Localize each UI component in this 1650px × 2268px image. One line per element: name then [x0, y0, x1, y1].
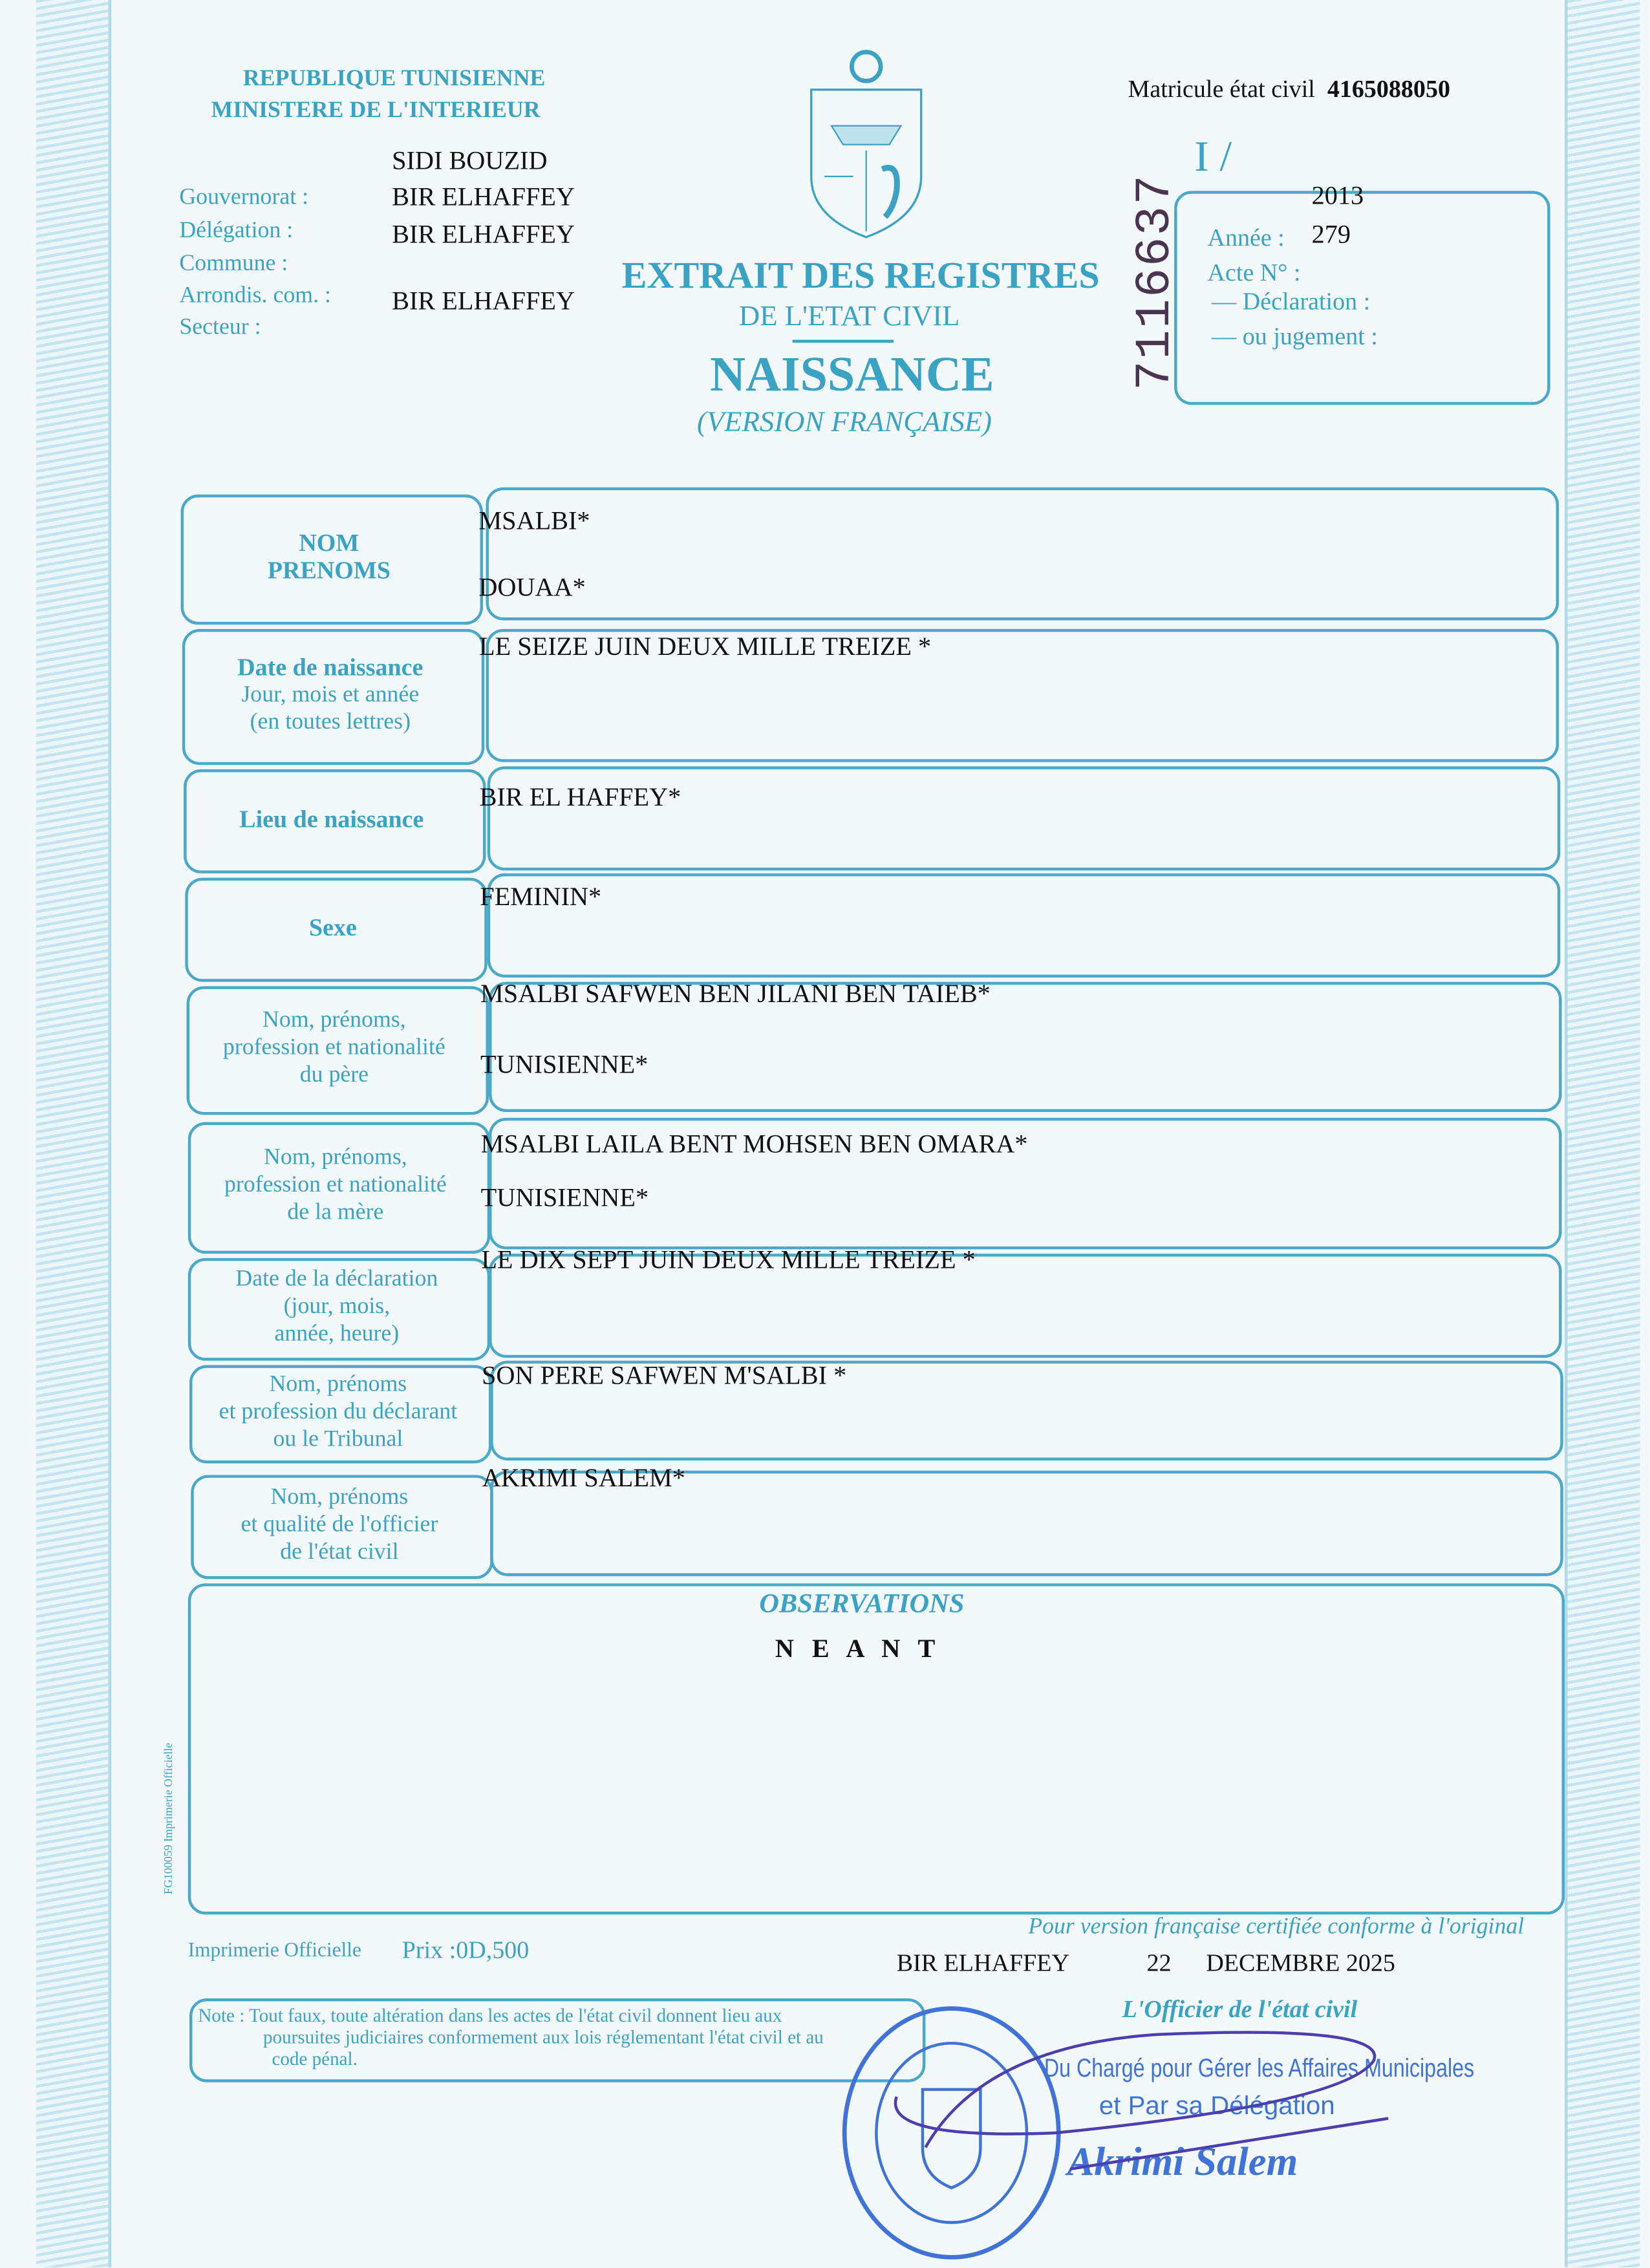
acte-value: 279: [1311, 219, 1351, 249]
row-label-line: et profession du déclarant: [219, 1398, 458, 1424]
row-label: [181, 495, 478, 619]
row-label-line: Date de la déclaration: [235, 1267, 438, 1292]
delegation-value: BIR ELHAFFEY: [392, 182, 575, 211]
republic-heading: REPUBLIQUE TUNISIENNE: [242, 66, 546, 91]
row-label: [182, 629, 479, 759]
coat-of-arms-icon: [802, 47, 930, 242]
row-label-line: NOM: [299, 529, 359, 557]
title-version: (VERSION FRANÇAISE): [697, 406, 992, 438]
observations-title: OBSERVATIONS: [759, 1589, 965, 1620]
row-label: [189, 1258, 486, 1355]
row-label-line: Nom, prénoms,: [262, 1007, 406, 1032]
row-label-line: PRENOMS: [267, 557, 391, 584]
row-label-line: Jour, mois et année: [241, 681, 420, 707]
stamp-line-1: Du Chargé pour Gérer les Affaires Municipales: [1044, 2053, 1475, 2082]
stamp-name: Akrimi Salem: [1067, 2140, 1298, 2185]
side-print: FG100059 Imprimerie Officielle: [162, 1742, 175, 1894]
row-label-line: profession et nationalité: [222, 1035, 445, 1060]
decorative-border-right: [1565, 0, 1640, 2267]
row-value: BIR EL HAFFEY*: [479, 782, 681, 811]
row-value: TUNISIENNE*: [480, 1049, 648, 1079]
month-year: DECEMBRE 2025: [1206, 1949, 1395, 1977]
acte-label: Acte N° :: [1207, 259, 1301, 286]
note-line-2: poursuites judiciaires conformement aux lois réglementant l'état civil et au: [263, 2026, 824, 2048]
observations-box: [188, 1583, 1565, 1914]
row-label-line: Nom, prénoms: [269, 1371, 407, 1396]
row-label: [190, 1365, 487, 1457]
row-label: [184, 769, 480, 868]
note-line-1: Note : Tout faux, toute altération dans les actes de l'état civil donnent lieu aux: [198, 2004, 782, 2026]
title-divider: [793, 340, 894, 343]
annee-value: 2013: [1311, 180, 1364, 210]
row-value: FEMININ*: [480, 882, 602, 912]
row-value-box: [488, 873, 1561, 978]
row-value: MSALBI LAILA BENT MOHSEN BEN OMARA*: [480, 1129, 1028, 1159]
row-label-line: Sexe: [308, 913, 357, 941]
title-extrait: EXTRAIT DES REGISTRES: [621, 254, 1100, 297]
prix: Prix :0D,500: [402, 1936, 530, 1964]
row-value: LE DIX SEPT JUIN DEUX MILLE TREIZE *: [481, 1245, 976, 1274]
observations-value: N E A N T: [775, 1634, 941, 1664]
matricule-value: 4165088050: [1327, 75, 1450, 103]
row-label-line: et qualité de l'officier: [241, 1512, 438, 1537]
annee-label: Année :: [1207, 224, 1285, 252]
note-line-3: code pénal.: [272, 2048, 358, 2070]
row-value-box: [486, 487, 1559, 621]
row-label: [188, 1122, 484, 1248]
row-label-line: Nom, prénoms: [270, 1484, 409, 1509]
jugement-label: — ou jugement :: [1212, 322, 1378, 350]
officer-title: L'Officier de l'état civil: [1122, 1995, 1358, 2024]
row-label-line: de la mère: [287, 1200, 384, 1225]
row-label-line: année, heure): [274, 1321, 400, 1347]
certification-text: Pour version française certifiée conforme à l'original: [1028, 1914, 1525, 1940]
delegation-label: Délégation :: [179, 218, 294, 243]
title-etat-civil: DE L'ETAT CIVIL: [738, 301, 960, 333]
row-value: MSALBI*: [478, 506, 590, 535]
arrondis-value: BIR ELHAFFEY: [392, 286, 575, 316]
matricule: [1128, 75, 1450, 103]
decorative-border-left: [36, 0, 111, 2267]
signature-icon: [868, 2017, 1417, 2176]
row-value: TUNISIENNE*: [480, 1182, 649, 1212]
row-label-line: Date de naissance: [237, 652, 423, 681]
row-label: [186, 986, 483, 1109]
row-value: SON PERE SAFWEN M'SALBI *: [481, 1360, 847, 1390]
secteur-label: Secteur :: [179, 315, 261, 340]
imprimerie: Imprimerie Officielle: [188, 1940, 361, 1963]
row-label-line: profession et nationalité: [224, 1172, 447, 1197]
title-naissance: NAISSANCE: [710, 348, 994, 402]
row-label: [191, 1475, 488, 1573]
serial-number: 7116637: [1129, 173, 1184, 390]
stamp-line-2: et Par sa Délégation: [1098, 2091, 1335, 2120]
row-value: LE SEIZE JUIN DEUX MILLE TREIZE *: [478, 632, 932, 661]
arrondis-label: Arrondis. com. :: [179, 283, 331, 308]
matricule-label: Matricule état civil: [1128, 75, 1315, 103]
slash-mark: I /: [1194, 133, 1232, 181]
row-label-line: Nom, prénoms,: [264, 1145, 407, 1170]
row-label-line: Lieu de naissance: [239, 804, 424, 833]
row-label-line: (en toutes lettres): [250, 709, 411, 734]
declaration-label: — Déclaration :: [1212, 288, 1371, 316]
day: 22: [1146, 1949, 1172, 1977]
row-label-line: du père: [299, 1062, 369, 1087]
place: BIR ELHAFFEY: [896, 1949, 1069, 1977]
commune-value: BIR ELHAFFEY: [392, 219, 575, 249]
row-label-line: de l'état civil: [280, 1539, 399, 1564]
row-value: AKRIMI SALEM*: [482, 1463, 685, 1493]
gouvernorat-value: SIDI BOUZID: [392, 145, 548, 175]
row-value: MSALBI SAFWEN BEN JILANI BEN TAIEB*: [480, 979, 991, 1008]
row-label-line: ou le Tribunal: [273, 1426, 403, 1451]
gouvernorat-label: Gouvernorat :: [179, 185, 309, 210]
commune-label: Commune :: [179, 251, 288, 277]
row-label: [185, 878, 482, 976]
row-label-line: (jour, mois,: [283, 1294, 391, 1319]
ministry-heading: MINISTERE DE L'INTERIEUR: [211, 98, 541, 123]
row-value: DOUAA*: [478, 572, 586, 602]
